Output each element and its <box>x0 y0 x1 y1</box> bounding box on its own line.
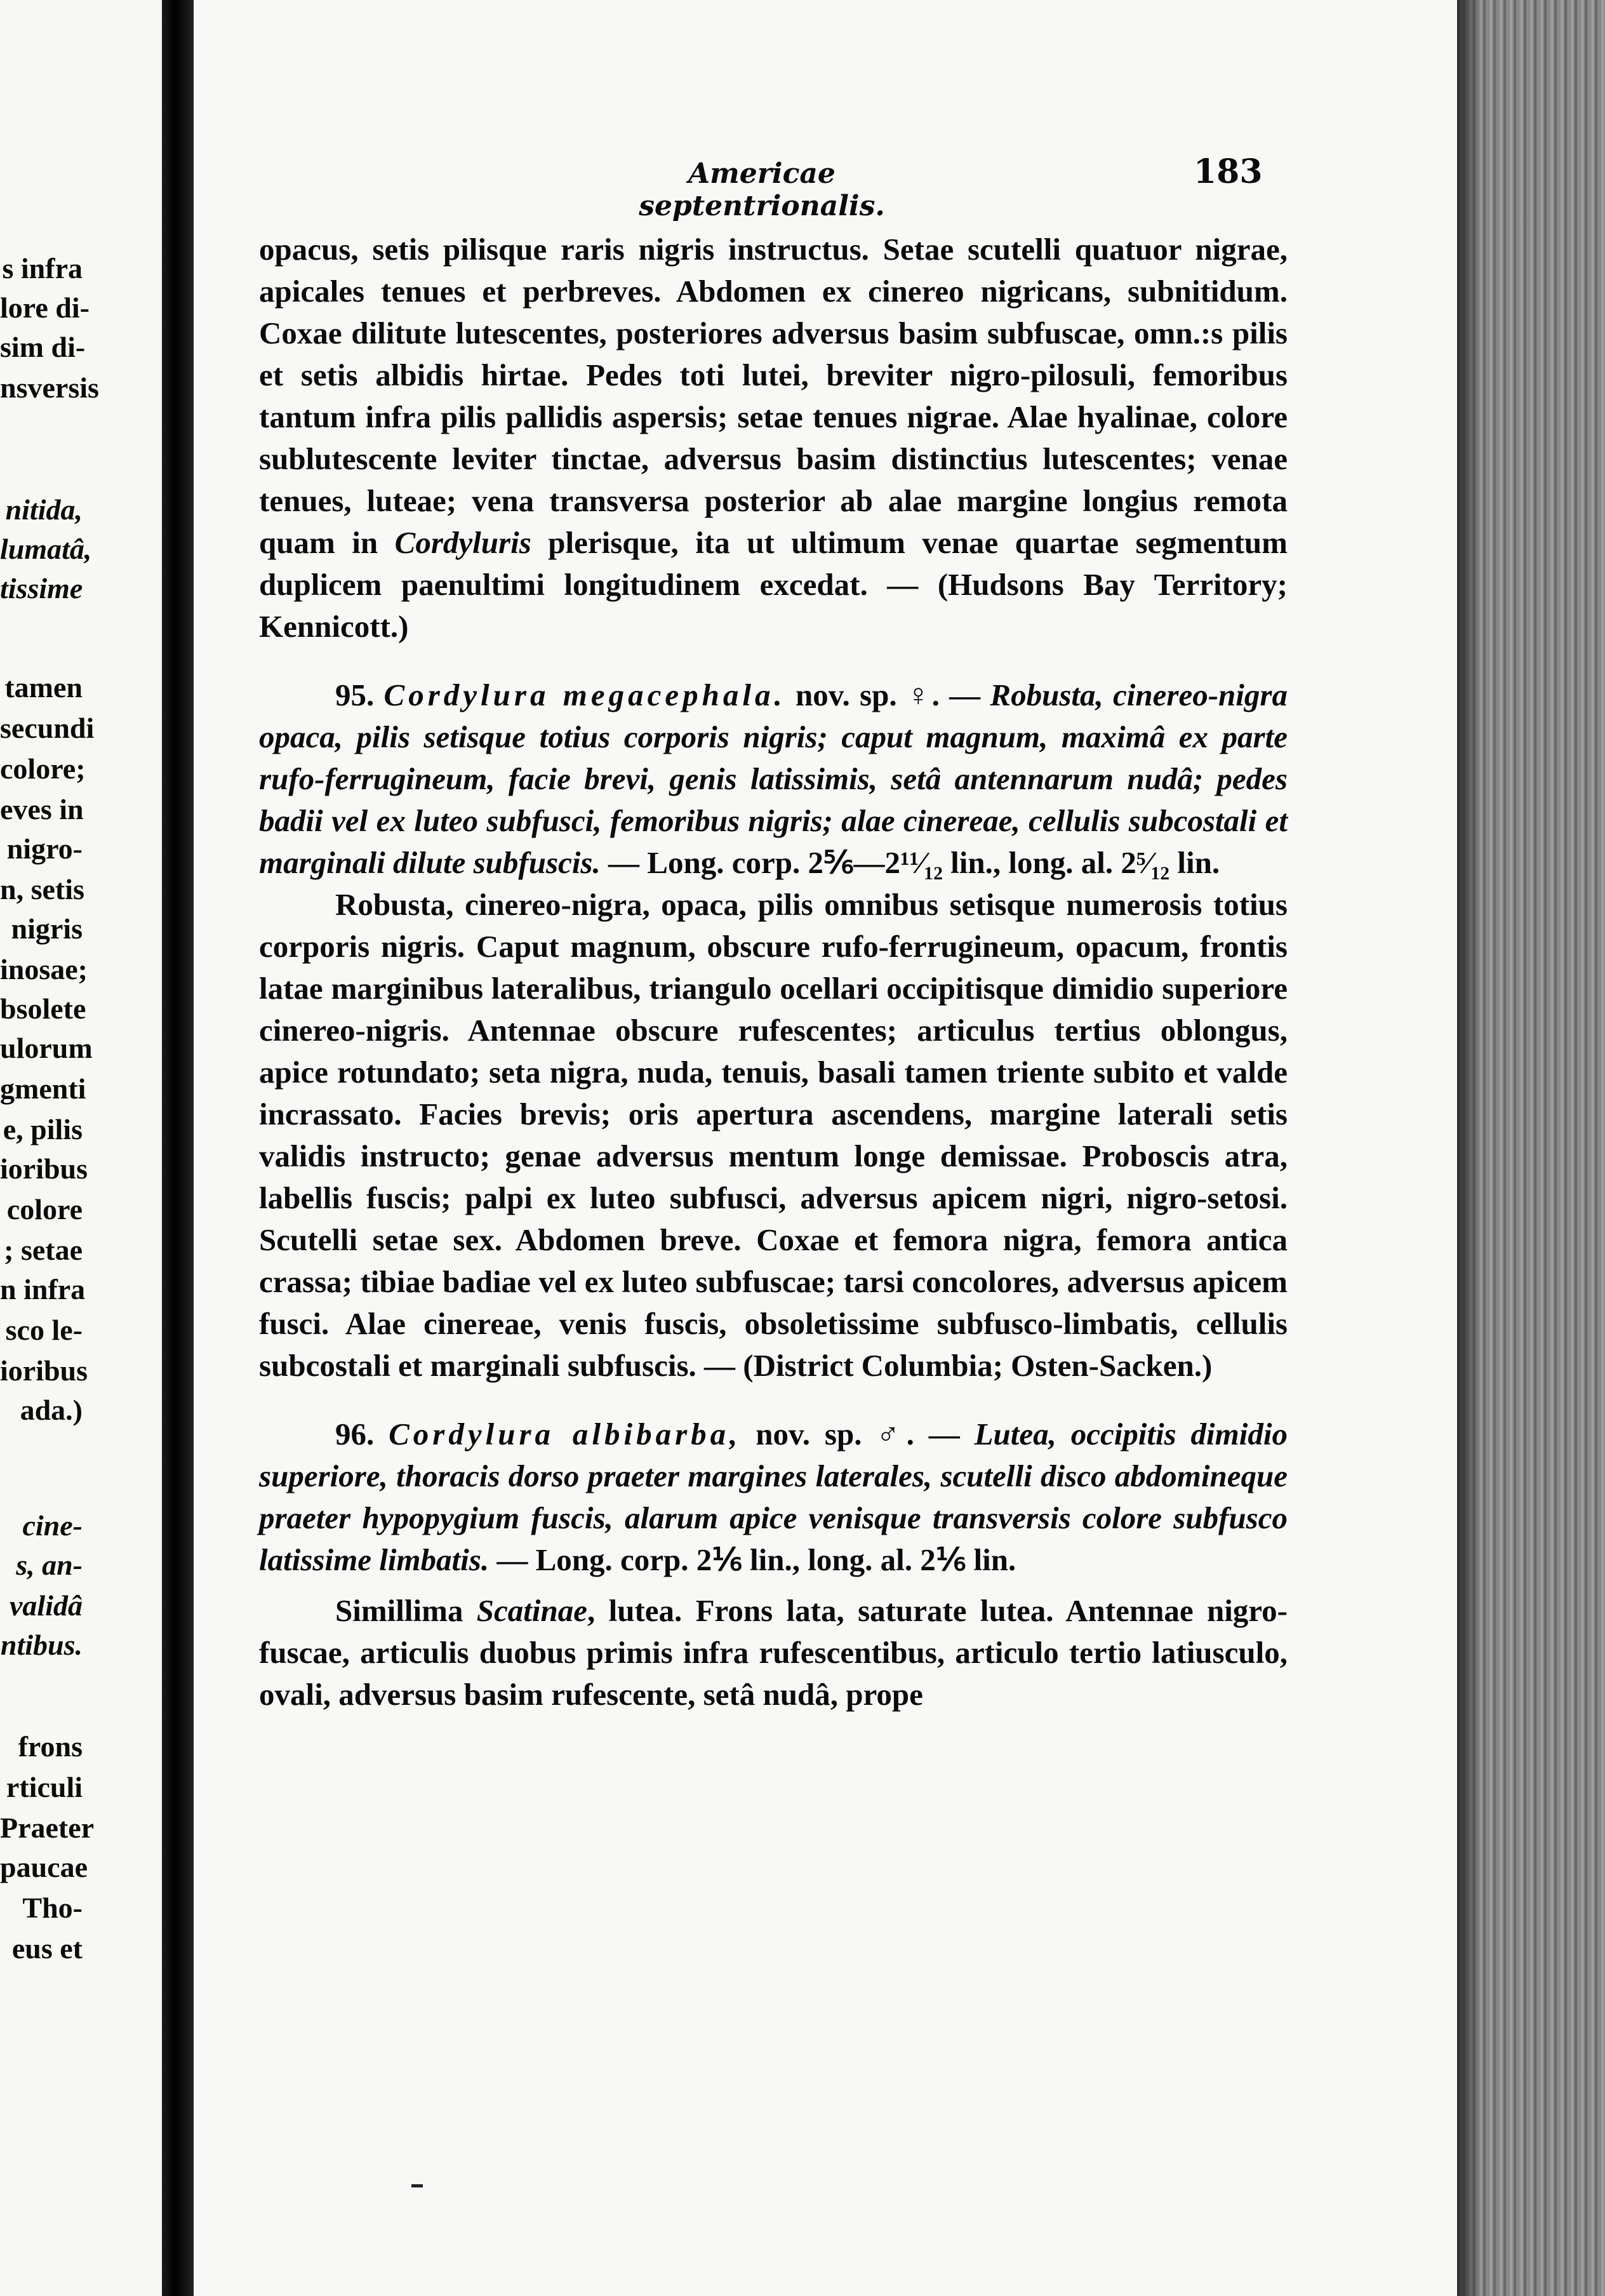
left-page-line: nigris <box>11 912 83 945</box>
left-page-line: bsolete <box>0 992 86 1025</box>
left-page-line: tamen <box>4 671 83 704</box>
previous-page-fragment <box>0 0 162 2296</box>
left-page-line: paucae <box>0 1851 88 1883</box>
left-page-line: Tho- <box>22 1892 83 1924</box>
text-run: Simillima <box>335 1593 477 1628</box>
species-96-description <box>259 1590 1288 1716</box>
genus-name: Cordyluris <box>394 525 531 560</box>
left-page-line: validâ <box>10 1589 83 1622</box>
left-page-line: ada.) <box>20 1394 83 1426</box>
measurements: — Long. corp. 2⅚—2¹¹⁄₁₂ lin., long. al. 2⁵⁄₁₂ lin. <box>600 845 1220 880</box>
printer-mark <box>411 2184 423 2187</box>
left-page-line: n infra <box>0 1273 86 1305</box>
species-96-diagnosis <box>259 1413 1288 1581</box>
left-page-line: lumatâ, <box>0 533 92 565</box>
left-page-line: ntibus. <box>0 1629 83 1661</box>
continued-paragraph <box>259 229 1288 648</box>
diagnosis-text: Lutea, occipitis dimidio superiore, thoracis dorso praeter margines laterales, scutelli disco abdomineque praeter hypopygium fuscis, alarum apice venisque transversis colore subfusco latissime limbatis. <box>259 1417 1288 1577</box>
book-gutter <box>162 0 194 2296</box>
genus-name: Scatinae <box>476 1593 588 1628</box>
left-page-line: Praeter <box>0 1812 95 1844</box>
text-run: nov. sp. ♀. — <box>785 677 990 712</box>
text-run: plerisque, ita ut ultimum venae quartae segmentum duplicem paenultimi longitudinem excedat. — (Hudsons Bay Territory; Kennicott.) <box>259 525 1288 644</box>
left-page-line: sim di- <box>0 331 86 363</box>
left-page-line: ioribus <box>0 1152 88 1185</box>
left-page-line: rticuli <box>6 1771 83 1803</box>
left-page-line: lore di- <box>0 291 90 324</box>
measurements: — Long. corp. 2⅙ lin., long. al. 2⅙ lin. <box>489 1542 1016 1577</box>
left-page-line: cine- <box>22 1509 83 1542</box>
left-page-line: e, pilis <box>3 1113 83 1145</box>
species-95-diagnosis <box>259 674 1288 884</box>
left-page-line: secundi <box>0 712 95 744</box>
left-page-line: eves in <box>0 793 84 825</box>
diagnosis-text: Robusta, cinereo-nigra opaca, pilis setisque totius corporis nigris; caput magnum, maximâ ex parte rufo-ferrugineum, facie brevi, genis latissimis, setâ antennarum nudâ; pedes badii vel ex luteo subfusci, femoribus nigris; alae cinereae, cellulis subcostali et marginali dilute subfuscis. <box>259 677 1288 880</box>
page-number: 183 <box>1194 152 1263 191</box>
left-page-line: s infra <box>2 252 83 284</box>
left-page-line: ulorum <box>0 1032 93 1064</box>
left-page-line: gmenti <box>0 1072 86 1105</box>
species-name: Cordylura megacephala. <box>383 677 786 712</box>
species-number: 95. <box>335 677 384 712</box>
left-page-line: eus et <box>11 1932 83 1965</box>
page-stack-edge <box>1457 0 1605 2296</box>
page-body <box>259 229 1288 1716</box>
running-head: Americae septentrionalis. <box>639 157 885 222</box>
left-page-line: nitida, <box>5 493 83 526</box>
text-run: , lutea. Frons lata, saturate lutea. Antennae nigro-fuscae, articulis duobus primis infra rufescentibus, articulo tertio latiusculo, ovali, adversus basim rufescente, setâ nudâ, prope <box>259 1593 1288 1712</box>
left-page-line: colore; <box>0 752 86 785</box>
species-number: 96. <box>335 1417 389 1452</box>
left-page-line: ioribus <box>0 1354 88 1387</box>
left-page-line: n, setis <box>0 873 84 905</box>
left-page-line: colore <box>6 1193 83 1225</box>
left-page-line: s, an- <box>16 1549 83 1581</box>
left-page-line: tissime <box>0 572 83 604</box>
left-page-line: sco le- <box>5 1314 83 1346</box>
species-name: Cordylura albibarba, <box>389 1417 742 1452</box>
left-page-line: ; setae <box>4 1234 83 1266</box>
left-page-line: nigro- <box>6 832 83 865</box>
text-run: nov. sp. ♂. — <box>741 1417 975 1452</box>
left-page-line: nsversis <box>0 371 99 404</box>
species-95-description: Robusta, cinereo-nigra, opaca, pilis omnibus setisque numerosis totius corporis nigris. Caput magnum, obscure rufo-ferrugineum, opacum, frontis latae marginibus lateralibus, triangulo ocellari occipitisque dimidio superiore cinereo-nigris. Antennae obscure rufescentes; articulus tertius oblongus, apice rotundato; seta nigra, nuda, tenuis, basali tamen triente subito et valde incrassato. Facies brevis; oris apertura ascendens, margine laterali setis validis instructo; genae adversus mentum longe demissae. Proboscis atra, labellis fuscis; palpi ex luteo subfusci, adversus apicem nigri, nigro-setosi. Scutelli setae sex. Abdomen breve. Coxae et femora nigra, femora antica crassa; tibiae badiae vel ex luteo subfuscae; tarsi concolores, adversus apicem fusci. Alae cinereae, venis fuscis, obsoletissime subfusco-limbatis, cellulis subcostali et marginali subfuscis. — (District Columbia; Osten-Sacken.) <box>259 887 1288 1383</box>
left-page-line: frons <box>18 1730 83 1763</box>
left-page-line: inosae; <box>0 953 88 985</box>
text-run: opacus, setis pilisque raris nigris instructus. Setae scutelli quatuor nigrae, apicales tenues et perbreves. Abdomen ex cinereo nigricans, subnitidum. Coxae dilitute lutescentes, posteriores adversus basim subfuscae, omn.:s pilis et setis albidis hirtae. Pedes toti lutei, breviter nigro-pilosuli, femoribus tantum infra pilis pallidis aspersis; setae tenues nigrae. Alae hyalinae, colore sublutescente leviter tinctae, adversus basim distinctius lutescentes; venae tenues, luteae; vena transversa posterior ab alae margine longius remota quam in <box>259 232 1288 560</box>
